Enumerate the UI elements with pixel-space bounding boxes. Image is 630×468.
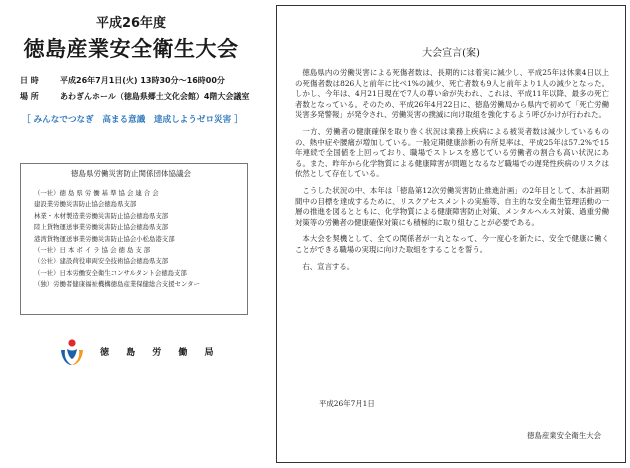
association-title: 徳島県労働災害防止関係団体協議会	[71, 169, 191, 178]
association-member-list	[34, 188, 244, 291]
declaration-body	[295, 68, 609, 272]
place-label: 場 所	[20, 92, 39, 101]
member-item: 林業・木材製造業労働災害防止協会徳島県支部	[34, 211, 169, 220]
event-place-row	[20, 91, 249, 102]
declaration-paragraph: 右、宣言する。	[302, 261, 355, 271]
date-value: 平成26年7月1日(火) 13時30分～16時00分	[60, 76, 225, 85]
place-value: あわぎんホール（徳島県郷土文化会館）4階大会議室	[60, 92, 250, 101]
event-info-panel	[0, 0, 262, 468]
declaration-date: 平成26年7月1日	[319, 399, 375, 408]
event-date-row	[20, 75, 225, 86]
member-item: 港湾貨物運送事業労働災害防止協会小松島港支部	[34, 234, 175, 243]
member-item: 建設業労働災害防止協会徳島県支部	[34, 200, 137, 209]
event-title: 徳島産業安全衛生大会	[23, 37, 239, 61]
declaration-title: 大会宣言(案)	[422, 48, 480, 59]
declaration-panel	[276, 5, 626, 463]
member-item: （一社）徳 島 県 労 働 基 準 協 会 連 合 会	[34, 189, 159, 197]
member-item: （公社）建設荷役車両安全技術協会徳島県支部	[34, 257, 169, 266]
member-item: （独）労働者健康福祉機構徳島産業保健総合支援センター	[34, 280, 200, 289]
member-item: 陸上貨物運送事業労働災害防止協会徳島県支部	[34, 223, 169, 232]
labour-bureau-logo-icon	[58, 338, 86, 368]
member-item: （一社）日本労働安全衛生コンサルタント会徳島支部	[34, 268, 187, 277]
declaration-paragraph: 一方、労働者の健康確保を取り巻く状況は業務上疾病による被災者数は減少しているものの、熱中症や腰痛が増加している。一般定期健康診断の有所見率は、平成25年は57.2%で15年連続で全国値を上回っており、職場でストレスを感じている労働者の割合も高い状況にある。また、昨年から化学物質による健康障害が問題となるなど職場での遅発性疾病のリスクは依然として存在している。	[295, 126, 609, 179]
member-item: （一社）日 本 ボ イ ラ 協 会 徳 島 支 部	[34, 245, 151, 254]
declaration-paragraph: 徳島県内の労働災害による死傷者数は、長期的には着実に減少し、平成25年は休業4日以上の死傷者数は826人と前年に比べ1%の減少、死亡者数も9人と前年より1人の減少となった。しかし、今年は、4月21日現在で7人の尊い命が失われ、これは、平成11年以降、最多の死亡者数となっている。そのため、平成26年4月22日に、徳島労働局から県内で初めて「死亡労働災害多発警報」が発令され、労働災害の撲滅に向け取組を強化するよう呼びかけが行われた。	[295, 68, 609, 120]
declaration-paragraph: こうした状況の中、本年は「徳島第12次労働災害防止推進計画」の2年目として、本計画期間中の目標を達成するために、リスクアセスメントの実施等、自主的な安全衛生管理活動の一層の推進を図るとともに、化学物質による健康障害防止対策、メンタルヘルス対策、過重労働対策等の労働者の健康確保対策にも積極的に取り組むことが必要である。	[295, 185, 609, 227]
declaration-signature: 徳島産業安全衛生大会	[527, 431, 601, 440]
declaration-paragraph: 本大会を契機として、全ての関係者が一丸となって、今一度心を新たに、安全で健康に働くことができる職場の実現に向けた取組をすることを誓う。	[295, 234, 609, 254]
bureau-name: 徳 島 労 働 局	[100, 348, 221, 358]
event-year: 平成26年度	[95, 16, 167, 31]
date-label: 日 時	[20, 76, 39, 85]
event-slogan: ［ みんなでつなぎ 高まる意識 達成しようゼロ災害 ］	[22, 115, 243, 125]
